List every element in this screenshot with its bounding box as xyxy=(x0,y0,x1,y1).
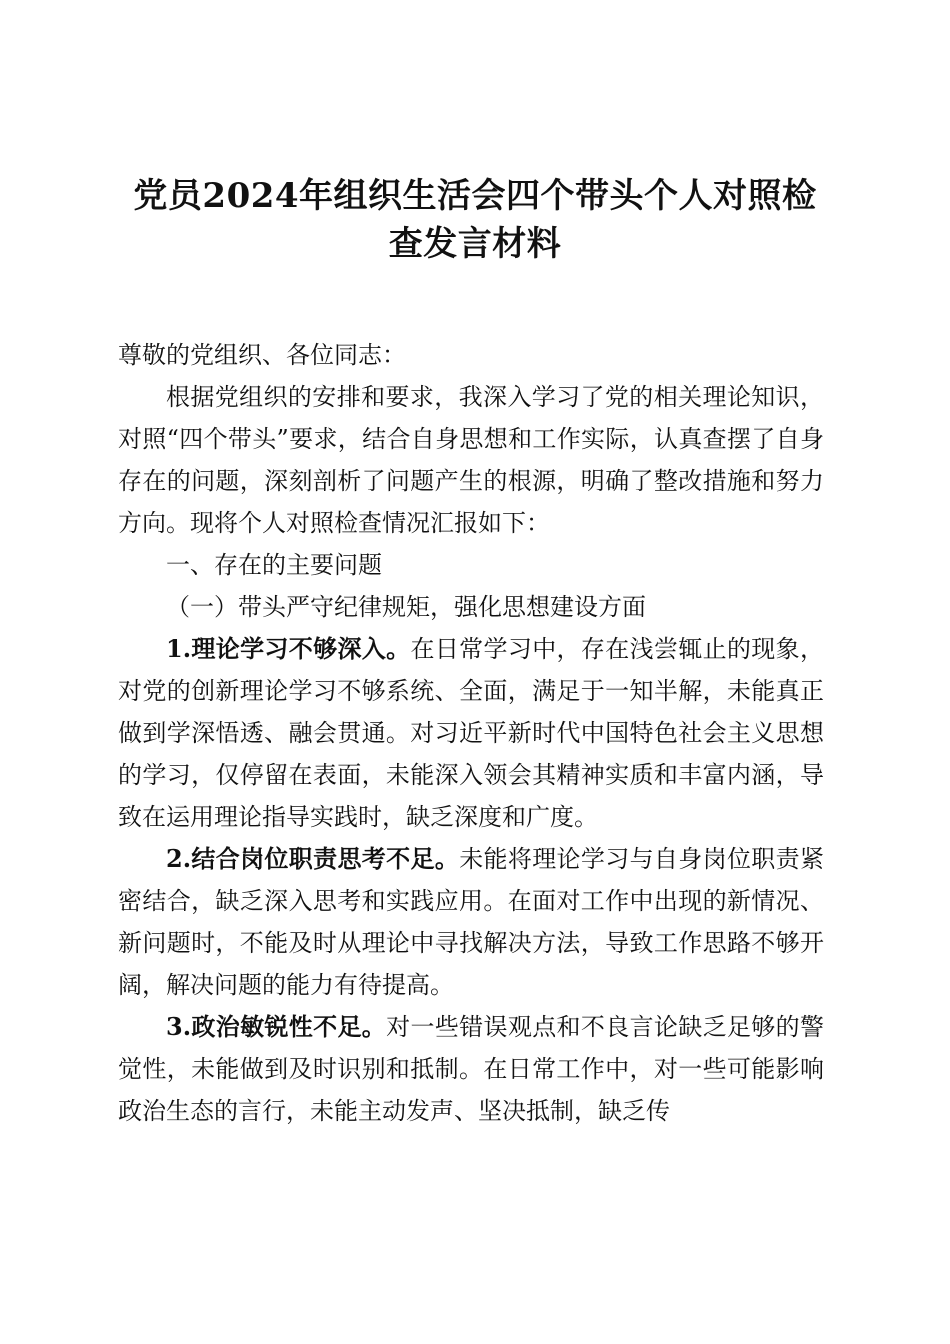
problem-item-2 xyxy=(118,838,824,1006)
problem-item-3 xyxy=(118,1006,824,1132)
document-body xyxy=(118,334,824,1132)
salutation: 尊敬的党组织、各位同志： xyxy=(118,341,406,369)
problem-item-1 xyxy=(118,628,824,838)
problem-item-lead: 2.结合岗位职责思考不足。 xyxy=(166,844,460,873)
problem-item-text: 未能将理论学习与自身岗位职责紧密结合，缺乏深入思考和实践应用。在面对工作中出现的新情况、新问题时，不能及时从理论中寻找解决方法，导致工作思路不够开阔，解决问题的能力有待提高。 xyxy=(118,845,824,999)
subsection-heading: （一）带头严守纪律规矩，强化思想建设方面 xyxy=(166,593,646,621)
problem-item-text: 对一些错误观点和不良言论缺乏足够的警觉性，未能做到及时识别和抵制。在日常工作中，对一些可能影响政治生态的言行，未能主动发声、坚决抵制，缺乏传 xyxy=(118,1013,824,1125)
intro-paragraph: 根据党组织的安排和要求，我深入学习了党的相关理论知识，对照“四个带头”要求，结合自身思想和工作实际，认真查摆了自身存在的问题，深刻剖析了问题产生的根源，明确了整改措施和努力方向。现将个人对照检查情况汇报如下： xyxy=(118,383,824,537)
problem-item-lead: 3.政治敏锐性不足。 xyxy=(166,1012,387,1041)
section-heading: 一、存在的主要问题 xyxy=(166,551,382,579)
document-title: 党员2024年组织生活会四个带头个人对照检查发言材料 xyxy=(133,176,817,264)
problem-item-lead: 1.理论学习不够深入。 xyxy=(166,634,411,663)
problem-item-text: 在日常学习中，存在浅尝辄止的现象，对党的创新理论学习不够系统、全面，满足于一知半解，未能真正做到学深悟透、融会贯通。对习近平新时代中国特色社会主义思想的学习，仅停留在表面，未能深入领会其精神实质和丰富内涵，导致在运用理论指导实践时，缺乏深度和广度。 xyxy=(118,635,824,831)
